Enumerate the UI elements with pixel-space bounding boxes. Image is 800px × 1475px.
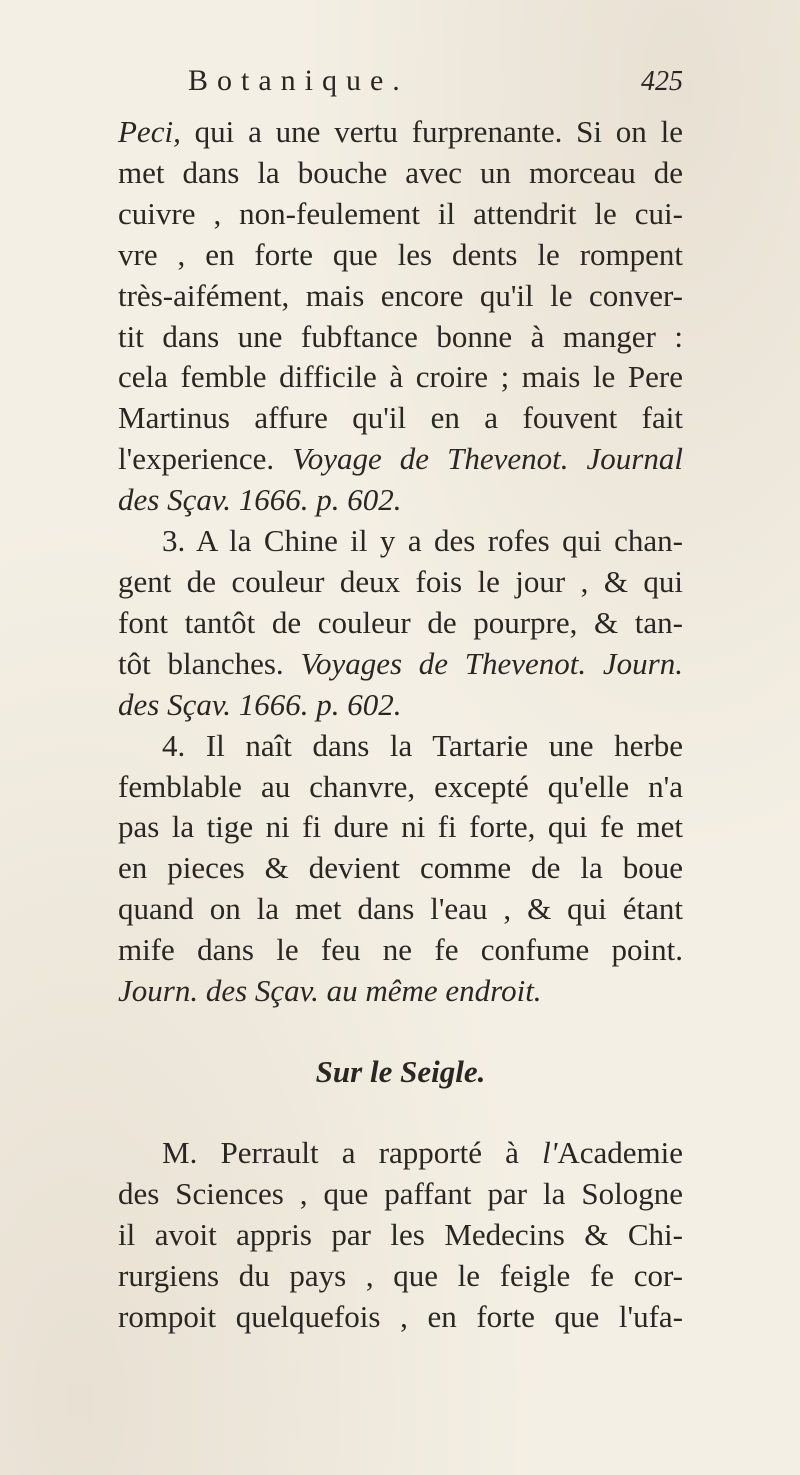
- text-line: l'experience. Voyage de Thevenot. Journal: [118, 441, 683, 477]
- text-line: pas la tige ni fi dure ni fi forte, qui fe met: [118, 809, 683, 845]
- text-line: en pieces & devient comme de la boue: [118, 850, 683, 886]
- text-line: Peci, qui a une vertu furprenante. Si on le: [118, 114, 683, 149]
- citation-line: des Sçav. 1666. p. 602.: [118, 686, 402, 722]
- text-line: 3. A la Chine il y a des rofes qui chan-: [162, 523, 683, 559]
- text-line: femblable au chanvre, excepté qu'elle n'a: [118, 768, 683, 804]
- text-line: met dans la bouche avec un morceau de: [118, 154, 683, 190]
- text-line: vre , en forte que les dents le rompent: [118, 236, 683, 272]
- text-line: rompoit quelquefois , en forte que l'ufa-: [118, 1298, 683, 1334]
- spacer: [118, 1012, 683, 1052]
- text-line: 4. Il naît dans la Tartarie une herbe: [162, 727, 683, 763]
- text-line: tit dans une fubftance bonne à manger :: [118, 318, 683, 354]
- paragraph-1: [118, 112, 683, 521]
- text-line: M. Perrault a rapporté à l'Academie: [162, 1134, 683, 1170]
- citation-line: Journ. des Sçav. au même endroit.: [118, 973, 542, 1009]
- page-number: 425: [641, 66, 683, 97]
- text-line: mife dans le feu ne fe confume point.: [118, 932, 683, 968]
- page-header: [188, 64, 683, 110]
- text-line: très-aifément, mais encore qu'il le conver-: [118, 277, 683, 313]
- text-line: Martinus affure qu'il en a fouvent fait: [118, 400, 683, 436]
- paragraph-4: [118, 1133, 683, 1338]
- running-head: Botanique.: [188, 64, 409, 97]
- page-body: [118, 112, 683, 1337]
- text-line: cuivre , non-feulement il attendrit le cui-: [118, 195, 683, 231]
- text-line: gent de couleur deux fois le jour , & qui: [118, 563, 683, 599]
- text-line: il avoit appris par les Medecins & Chi-: [118, 1216, 683, 1252]
- paragraph-2: [118, 521, 683, 726]
- text-line: cela femble difficile à croire ; mais le Pere: [118, 359, 683, 395]
- paragraph-3: [118, 726, 683, 1012]
- section-heading: Sur le Seigle.: [315, 1053, 486, 1089]
- text-line: des Sciences , que paffant par la Sologne: [118, 1175, 683, 1211]
- text-line: quand on la met dans l'eau , & qui étant: [118, 891, 683, 927]
- text-line: font tantôt de couleur de pourpre, & tan-: [118, 604, 683, 640]
- text-line: tôt blanches. Voyages de Thevenot. Journ.: [118, 645, 683, 681]
- text-line: rurgiens du pays , que le feigle fe cor-: [118, 1257, 683, 1293]
- citation-line: des Sçav. 1666. p. 602.: [118, 482, 402, 518]
